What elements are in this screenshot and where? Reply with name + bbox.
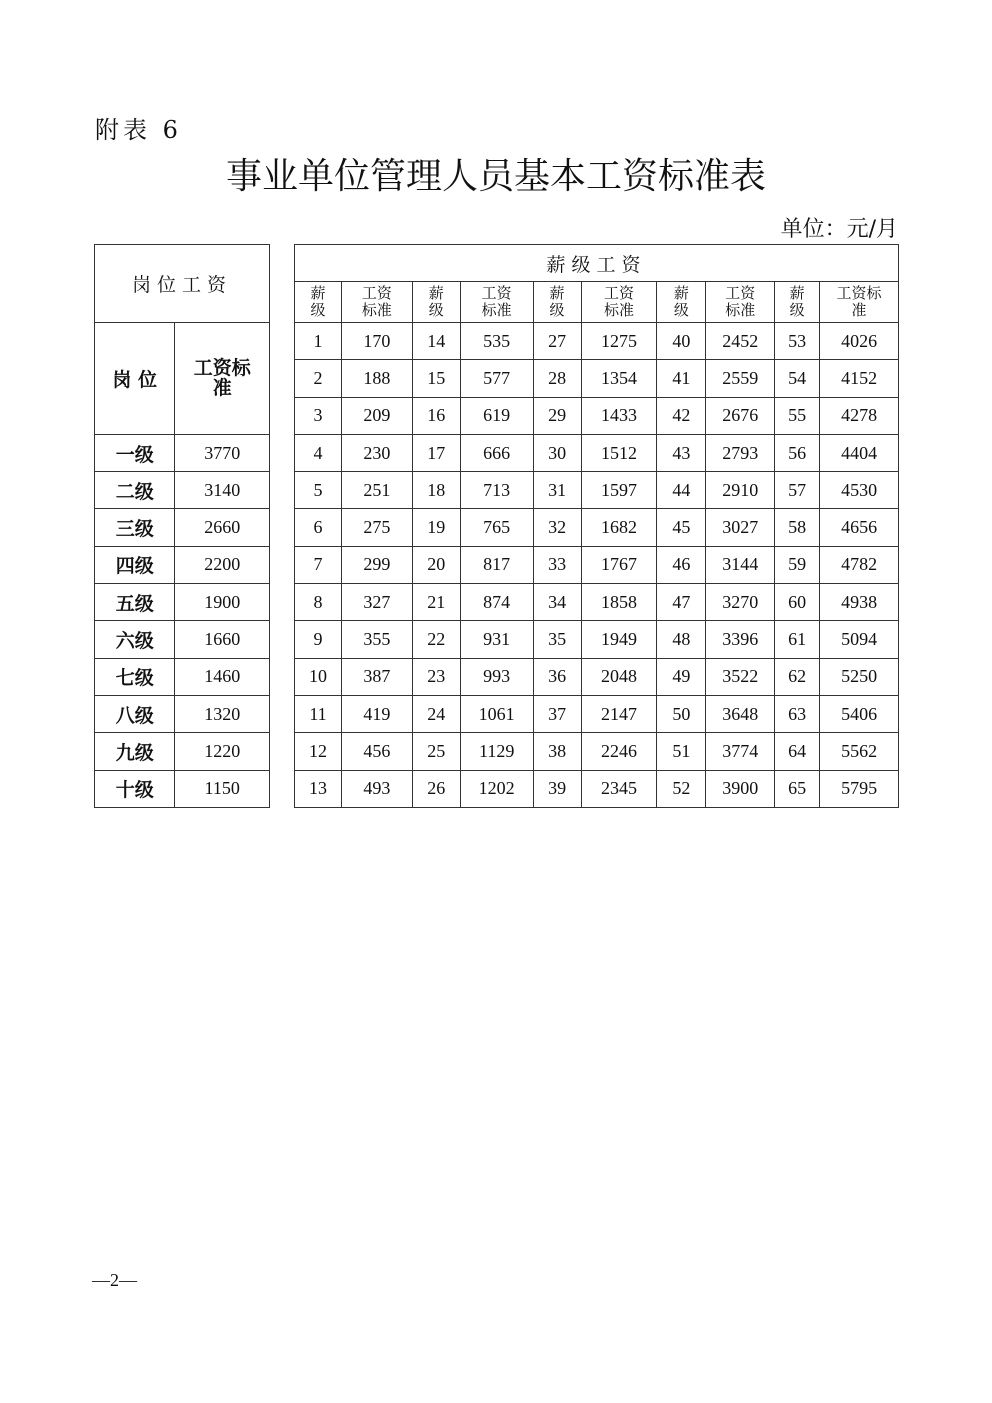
grade-cell: 35 [533, 621, 581, 658]
post-std-cell: 3770 [175, 434, 270, 471]
grade-std-cell: 3522 [706, 658, 775, 695]
grade-cell: 12 [295, 733, 342, 770]
grade-std-cell: 456 [341, 733, 412, 770]
grade-std-cell: 5094 [820, 621, 899, 658]
grade-cell: 29 [533, 397, 581, 434]
grade-cell: 44 [657, 472, 706, 509]
salary-grade-table [294, 244, 899, 808]
grade-cell: 64 [775, 733, 820, 770]
grade-std-cell: 5406 [820, 695, 899, 732]
grade-std-cell: 577 [460, 360, 533, 397]
grade-std-cell: 765 [460, 509, 533, 546]
grade-std-cell: 188 [341, 360, 412, 397]
salary-grade-header: 薪级工资 [295, 245, 899, 282]
grade-cell: 17 [412, 434, 460, 471]
grade-std-cell: 387 [341, 658, 412, 695]
grade-cell: 60 [775, 584, 820, 621]
post-std-cell: 3140 [175, 472, 270, 509]
grade-cell: 33 [533, 546, 581, 583]
grade-row [295, 584, 899, 621]
grade-std-cell: 993 [460, 658, 533, 695]
grade-std-cell: 1597 [581, 472, 657, 509]
grade-cell: 48 [657, 621, 706, 658]
grade-cell: 3 [295, 397, 342, 434]
grade-cell: 46 [657, 546, 706, 583]
grade-cell: 2 [295, 360, 342, 397]
grade-std-column-header: 工资标准 [581, 282, 657, 323]
grade-std-cell: 3396 [706, 621, 775, 658]
post-level-cell: 三级 [95, 509, 175, 546]
grade-std-cell: 3648 [706, 695, 775, 732]
grade-cell: 59 [775, 546, 820, 583]
grade-cell: 20 [412, 546, 460, 583]
grade-cell: 43 [657, 434, 706, 471]
post-level-cell: 七级 [95, 658, 175, 695]
grade-row [295, 397, 899, 434]
grade-row [295, 546, 899, 583]
post-column-header: 岗 位 [95, 323, 175, 435]
grade-cell: 45 [657, 509, 706, 546]
grade-cell: 23 [412, 658, 460, 695]
post-std-cell: 2660 [175, 509, 270, 546]
post-level-cell: 四级 [95, 546, 175, 583]
post-wage-table [94, 244, 270, 808]
post-level-cell: 九级 [95, 733, 175, 770]
grade-cell: 8 [295, 584, 342, 621]
grade-cell: 50 [657, 695, 706, 732]
post-std-column-header: 工资标准 [175, 323, 270, 435]
grade-cell: 11 [295, 695, 342, 732]
grade-column-header: 薪级 [775, 282, 820, 323]
grade-cell: 41 [657, 360, 706, 397]
grade-std-cell: 209 [341, 397, 412, 434]
grade-row [295, 434, 899, 471]
appendix-label: 附表 6 [95, 116, 182, 144]
grade-std-cell: 1354 [581, 360, 657, 397]
grade-std-cell: 170 [341, 323, 412, 360]
grade-std-cell: 251 [341, 472, 412, 509]
grade-cell: 27 [533, 323, 581, 360]
grade-cell: 22 [412, 621, 460, 658]
page-number: —2— [92, 1270, 137, 1290]
post-std-cell: 1460 [175, 658, 270, 695]
post-std-cell: 1320 [175, 695, 270, 732]
grade-cell: 61 [775, 621, 820, 658]
grade-std-cell: 535 [460, 323, 533, 360]
grade-std-cell: 493 [341, 770, 412, 807]
grade-cell: 53 [775, 323, 820, 360]
post-level-cell: 一级 [95, 434, 175, 471]
grade-column-header: 薪级 [533, 282, 581, 323]
grade-cell: 58 [775, 509, 820, 546]
grade-std-cell: 230 [341, 434, 412, 471]
grade-cell: 5 [295, 472, 342, 509]
grade-std-cell: 1061 [460, 695, 533, 732]
grade-cell: 55 [775, 397, 820, 434]
grade-cell: 24 [412, 695, 460, 732]
grade-cell: 51 [657, 733, 706, 770]
grade-cell: 14 [412, 323, 460, 360]
grade-std-cell: 2559 [706, 360, 775, 397]
grade-std-cell: 817 [460, 546, 533, 583]
grade-row [295, 770, 899, 807]
grade-std-cell: 2048 [581, 658, 657, 695]
grade-row [295, 323, 899, 360]
unit-label: 单位：元/月 [780, 217, 898, 242]
grade-cell: 65 [775, 770, 820, 807]
post-row [95, 472, 270, 509]
grade-cell: 39 [533, 770, 581, 807]
post-std-cell: 1220 [175, 733, 270, 770]
grade-std-cell: 4278 [820, 397, 899, 434]
grade-cell: 19 [412, 509, 460, 546]
grade-std-cell: 4938 [820, 584, 899, 621]
post-row [95, 546, 270, 583]
grade-std-cell: 4782 [820, 546, 899, 583]
grade-std-cell: 1682 [581, 509, 657, 546]
grade-std-cell: 2147 [581, 695, 657, 732]
grade-cell: 32 [533, 509, 581, 546]
grade-std-cell: 1767 [581, 546, 657, 583]
grade-std-cell: 2246 [581, 733, 657, 770]
grade-std-cell: 2910 [706, 472, 775, 509]
grade-std-cell: 2452 [706, 323, 775, 360]
grade-cell: 15 [412, 360, 460, 397]
grade-std-cell: 4656 [820, 509, 899, 546]
grade-std-cell: 666 [460, 434, 533, 471]
grade-std-cell: 5250 [820, 658, 899, 695]
post-row [95, 621, 270, 658]
grade-std-cell: 1275 [581, 323, 657, 360]
grade-column-header: 薪级 [657, 282, 706, 323]
grade-cell: 52 [657, 770, 706, 807]
grade-cell: 26 [412, 770, 460, 807]
grade-std-cell: 931 [460, 621, 533, 658]
grade-std-cell: 4026 [820, 323, 899, 360]
grade-cell: 47 [657, 584, 706, 621]
grade-std-column-header: 工资标准 [706, 282, 775, 323]
grade-std-cell: 5795 [820, 770, 899, 807]
grade-std-cell: 713 [460, 472, 533, 509]
grade-row [295, 621, 899, 658]
grade-cell: 37 [533, 695, 581, 732]
grade-cell: 57 [775, 472, 820, 509]
post-row [95, 434, 270, 471]
post-row [95, 584, 270, 621]
grade-row [295, 658, 899, 695]
grade-cell: 54 [775, 360, 820, 397]
grade-cell: 49 [657, 658, 706, 695]
grade-cell: 7 [295, 546, 342, 583]
grade-std-cell: 874 [460, 584, 533, 621]
grade-cell: 63 [775, 695, 820, 732]
grade-std-cell: 299 [341, 546, 412, 583]
grade-cell: 30 [533, 434, 581, 471]
grade-std-cell: 1129 [460, 733, 533, 770]
grade-cell: 28 [533, 360, 581, 397]
grade-std-cell: 3144 [706, 546, 775, 583]
post-std-cell: 1150 [175, 770, 270, 807]
grade-column-header: 薪级 [412, 282, 460, 323]
grade-cell: 9 [295, 621, 342, 658]
grade-std-cell: 4404 [820, 434, 899, 471]
grade-cell: 6 [295, 509, 342, 546]
page-title: 事业单位管理人员基本工资标准表 [225, 156, 766, 197]
grade-std-column-header: 工资标准 [460, 282, 533, 323]
grade-column-header: 薪级 [295, 282, 342, 323]
grade-std-cell: 2345 [581, 770, 657, 807]
grade-cell: 31 [533, 472, 581, 509]
post-row [95, 770, 270, 807]
grade-cell: 36 [533, 658, 581, 695]
grade-std-cell: 327 [341, 584, 412, 621]
grade-std-cell: 1858 [581, 584, 657, 621]
post-level-cell: 八级 [95, 695, 175, 732]
grade-cell: 1 [295, 323, 342, 360]
grade-cell: 16 [412, 397, 460, 434]
grade-std-cell: 3900 [706, 770, 775, 807]
grade-row [295, 509, 899, 546]
grade-std-cell: 4530 [820, 472, 899, 509]
post-level-cell: 六级 [95, 621, 175, 658]
grade-std-cell: 419 [341, 695, 412, 732]
grade-cell: 18 [412, 472, 460, 509]
grade-std-column-header: 工资标准 [820, 282, 899, 323]
post-std-cell: 1660 [175, 621, 270, 658]
grade-cell: 42 [657, 397, 706, 434]
grade-std-cell: 1949 [581, 621, 657, 658]
grade-std-cell: 4152 [820, 360, 899, 397]
post-std-cell: 1900 [175, 584, 270, 621]
grade-std-cell: 1433 [581, 397, 657, 434]
grade-row [295, 733, 899, 770]
grade-cell: 25 [412, 733, 460, 770]
grade-row [295, 472, 899, 509]
post-row [95, 658, 270, 695]
grade-std-cell: 619 [460, 397, 533, 434]
grade-cell: 40 [657, 323, 706, 360]
grade-std-cell: 3774 [706, 733, 775, 770]
grade-std-cell: 2676 [706, 397, 775, 434]
grade-cell: 13 [295, 770, 342, 807]
post-level-cell: 二级 [95, 472, 175, 509]
grade-cell: 56 [775, 434, 820, 471]
grade-std-cell: 2793 [706, 434, 775, 471]
post-row [95, 733, 270, 770]
post-std-cell: 2200 [175, 546, 270, 583]
grade-std-cell: 355 [341, 621, 412, 658]
post-row [95, 509, 270, 546]
grade-cell: 10 [295, 658, 342, 695]
grade-row [295, 695, 899, 732]
post-wage-header: 岗位工资 [95, 245, 270, 323]
grade-std-cell: 1512 [581, 434, 657, 471]
grade-row [295, 360, 899, 397]
post-level-cell: 十级 [95, 770, 175, 807]
grade-cell: 21 [412, 584, 460, 621]
grade-std-cell: 1202 [460, 770, 533, 807]
grade-std-cell: 5562 [820, 733, 899, 770]
grade-std-column-header: 工资标准 [341, 282, 412, 323]
post-row [95, 695, 270, 732]
grade-std-cell: 3027 [706, 509, 775, 546]
grade-cell: 38 [533, 733, 581, 770]
grade-std-cell: 275 [341, 509, 412, 546]
post-level-cell: 五级 [95, 584, 175, 621]
grade-cell: 4 [295, 434, 342, 471]
grade-cell: 62 [775, 658, 820, 695]
grade-cell: 34 [533, 584, 581, 621]
grade-std-cell: 3270 [706, 584, 775, 621]
